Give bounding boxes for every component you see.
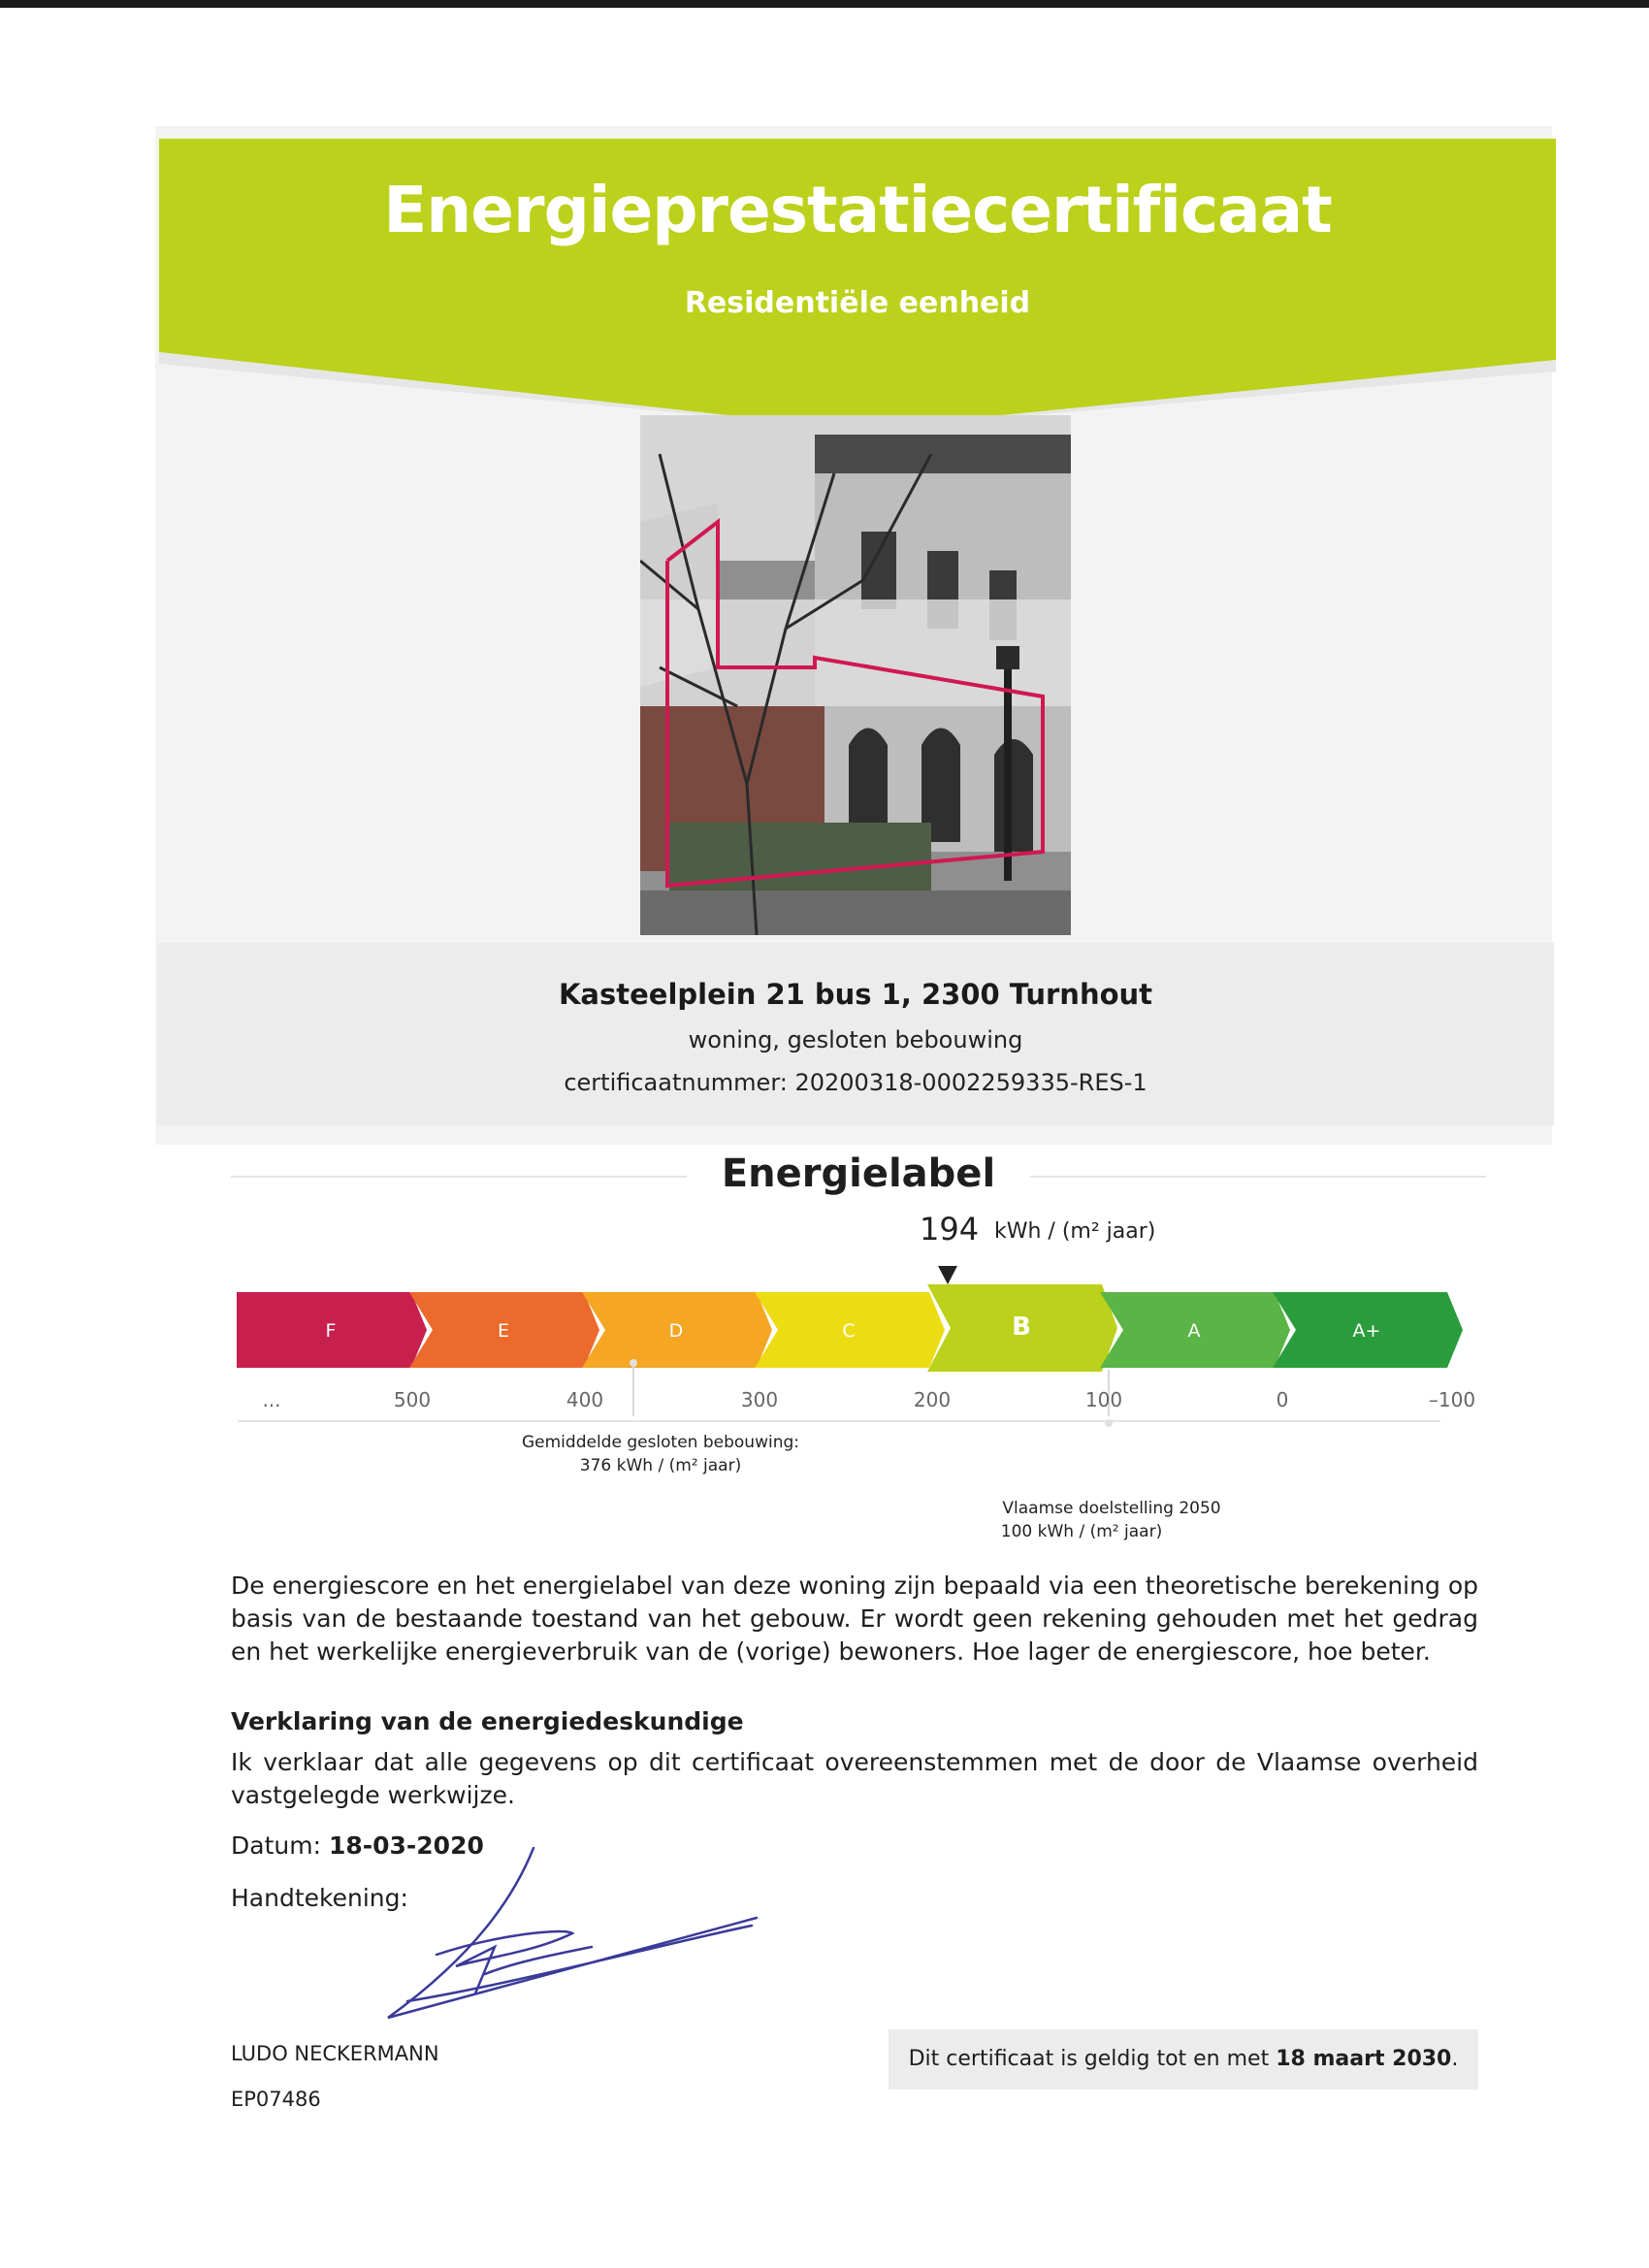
validity-suffix: . xyxy=(1451,2047,1459,2071)
energy-class-label: E xyxy=(497,1320,510,1342)
reference-average-value: 376 kWh / (m² jaar) xyxy=(579,1456,742,1475)
scale-tick-label: 300 xyxy=(740,1388,779,1411)
scale-tick-label: 200 xyxy=(913,1388,952,1411)
energy-score-value: 194 xyxy=(920,1211,980,1247)
property-info-box xyxy=(157,943,1554,1125)
scale-tick-label: 400 xyxy=(566,1388,604,1411)
scale-tick-label: 500 xyxy=(393,1388,432,1411)
property-type: woning, gesloten bebouwing xyxy=(688,1026,1023,1053)
energy-class-label: D xyxy=(668,1320,684,1342)
signature-label: Handtekening: xyxy=(231,1884,408,1912)
energy-scale xyxy=(233,1261,1494,1556)
energy-class-label: A xyxy=(1187,1320,1201,1342)
scale-tick-label: 0 xyxy=(1276,1388,1289,1411)
validity-prefix: Dit certificaat is geldig tot en met xyxy=(908,2047,1277,2071)
energy-label-title: Energielabel xyxy=(721,1151,996,1196)
declaration-heading: Verklaring van de energiedeskundige xyxy=(231,1707,744,1735)
scale-tick-label: –100 xyxy=(1428,1388,1476,1411)
validity-box xyxy=(889,2029,1478,2090)
reference-average-label: Gemiddelde gesloten bebouwing: xyxy=(521,1433,800,1452)
reference-goal-label: Vlaamse doelstelling 2050 xyxy=(1002,1499,1221,1518)
document-title: Energieprestatiecertificaat xyxy=(383,173,1332,247)
divider-right xyxy=(1030,1176,1486,1178)
declaration-text: Ik verklaar dat alle gegevens op dit certificaat overeenstemmen met de door de Vlaamse overheid vastgelegde werkwijze. xyxy=(231,1748,1478,1809)
energy-score-unit: kWh / (m² jaar) xyxy=(994,1219,1156,1244)
date-label: Datum: xyxy=(231,1831,329,1860)
expert-id: EP07486 xyxy=(231,2088,321,2111)
scale-tick-label: ... xyxy=(262,1388,281,1411)
date-value: 18-03-2020 xyxy=(328,1831,484,1860)
energy-class-label: F xyxy=(325,1320,337,1342)
energy-class-label: C xyxy=(842,1320,856,1342)
expert-name: LUDO NECKERMANN xyxy=(231,2042,439,2065)
validity-date: 18 maart 2030 xyxy=(1276,2047,1452,2071)
certificate-number: certificaatnummer: 20200318-0002259335-RES-1 xyxy=(564,1069,1148,1096)
house-photo xyxy=(640,415,1071,935)
explanation-paragraph: De energiescore en het energielabel van deze woning zijn bepaald via een theoretische berekening op basis van de bestaande toestand van het gebouw. Er wordt geen rekening gehouden met het gedrag en het werkelijke energieverbruik van de (vorige) bewoners. Hoe lager de energiescore, hoe beter. xyxy=(231,1571,1478,1666)
divider-left xyxy=(231,1176,687,1178)
energy-class-label: B xyxy=(1012,1312,1031,1342)
score-pointer-icon xyxy=(938,1266,957,1284)
document-subtitle: Residentiële eenheid xyxy=(684,286,1031,320)
scale-tick-label: 100 xyxy=(1084,1388,1123,1411)
header-banner xyxy=(159,139,1556,430)
scan-border xyxy=(0,0,1649,8)
property-address: Kasteelplein 21 bus 1, 2300 Turnhout xyxy=(558,978,1153,1011)
signature-image xyxy=(369,1838,776,2036)
reference-goal-value: 100 kWh / (m² jaar) xyxy=(1000,1522,1163,1541)
energy-class-label: A+ xyxy=(1352,1320,1381,1342)
